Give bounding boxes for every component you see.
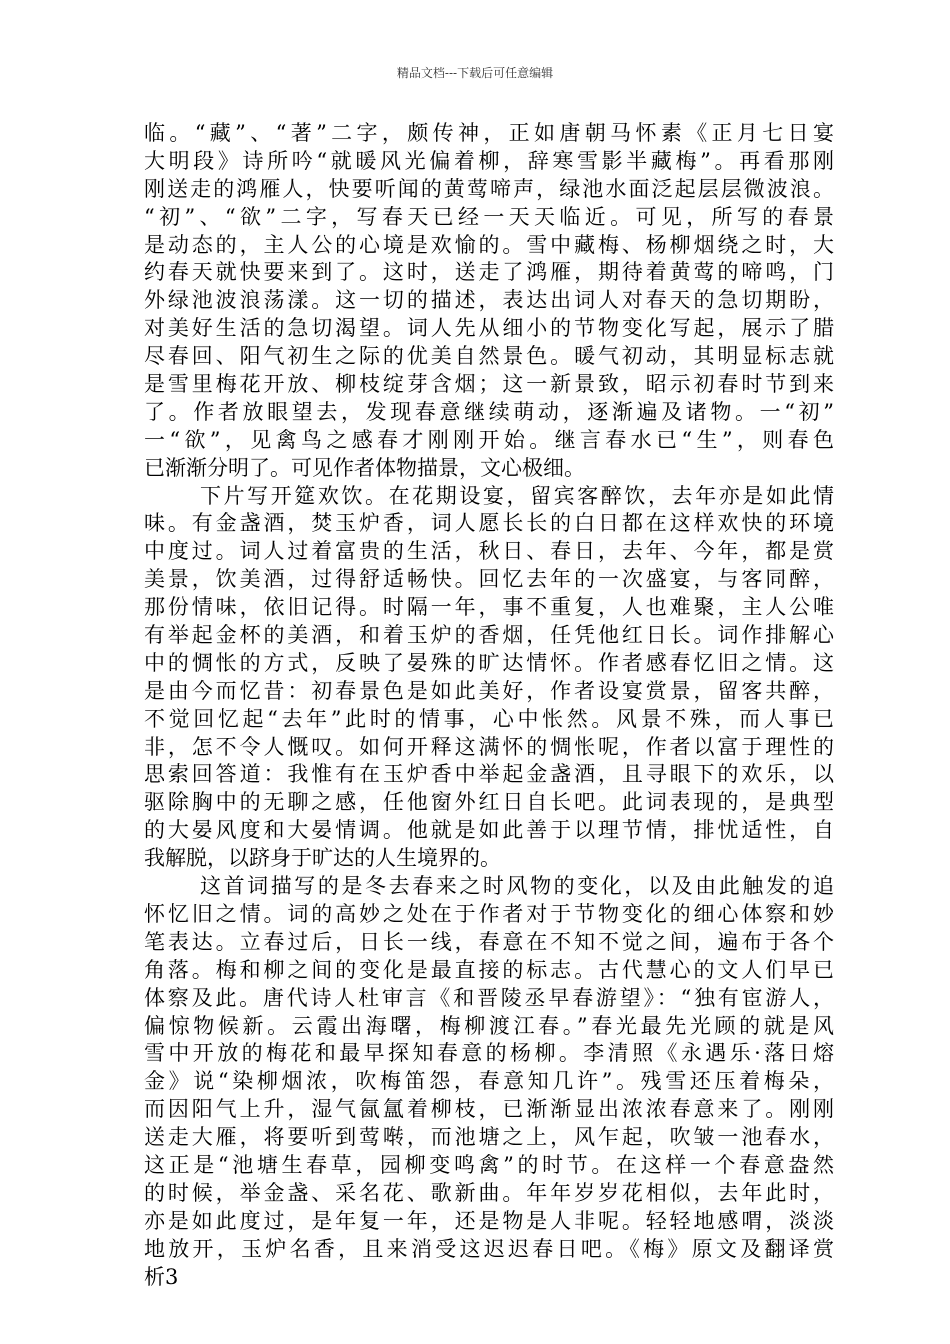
paragraph-2-line: 有举起金杯的美酒，和着玉炉的香烟，任凭他红日长。词作排解心: [144, 623, 834, 648]
paragraph-1-line: 约春天就快要来到了。这时，送走了鸿雁，期待着黄莺的啼鸣，门: [144, 260, 834, 285]
paragraph-3-line: 送走大雁，将要听到莺啭，而池塘之上，风乍起，吹皱一池春水，: [144, 1125, 834, 1150]
paragraph-3-line: 雪中开放的梅花和最早探知春意的杨柳。李清照《永遇乐·落日熔: [144, 1041, 834, 1066]
paragraph-2-line: 美景，饮美酒，过得舒适畅快。回忆去年的一次盛宴，与客同醉，: [144, 567, 834, 592]
paragraph-2-line: 思索回答道：我惟有在玉炉香中举起金盏酒，且寻眼下的欢乐，以: [144, 762, 834, 787]
page-header: 精品文档---下载后可任意编辑: [396, 66, 554, 80]
paragraph-3-line: 这正是“池塘生春草，园柳变鸣禽”的时节。在这样一个春意盎然: [144, 1152, 834, 1177]
paragraph-3-line: 而因阳气上升，湿气氤氲着柳枝，已渐渐显出浓浓春意来了。刚刚: [144, 1097, 834, 1122]
paragraph-3-line: 的时候，举金盏、采名花、歌新曲。年年岁岁花相似，去年此时，: [144, 1180, 834, 1205]
paragraph-3-line: 金》说“染柳烟浓，吹梅笛怨，春意知几许”。残雪还压着梅朵，: [144, 1069, 834, 1094]
paragraph-2-line: 中的惆怅的方式，反映了晏殊的旷达情怀。作者感春忆旧之情。这: [144, 650, 834, 675]
paragraph-1-line: 了。作者放眼望去，发现春意继续萌动，逐渐遍及诸物。一“初”: [144, 399, 834, 424]
article-body: [144, 120, 834, 1291]
paragraph-1-line: 一“欲”，见禽鸟之感春才刚刚开始。继言春水已“生”，则春色: [144, 427, 834, 452]
paragraph-2-line: 是由今而忆昔：初春景色是如此美好，作者设宴赏景，留客共醉，: [144, 678, 834, 703]
paragraph-1-line: 尽春回、阳气初生之际的优美自然景色。暖气初动，其明显标志就: [144, 344, 834, 369]
paragraph-3-line: 体察及此。唐代诗人杜审言《和晋陵丞早春游望》：“独有宦游人，: [144, 985, 834, 1010]
paragraph-3-line: 地放开，玉炉名香，且来消受这迟迟春日吧。《梅》原文及翻译赏: [144, 1236, 834, 1261]
paragraph-2-line: 味。有金盏酒，焚玉炉香，词人愿长长的白日都在这样欢快的环境: [144, 511, 834, 536]
paragraph-3-line: 角落。梅和柳之间的变化是最直接的标志。古代慧心的文人们早已: [144, 957, 834, 982]
paragraph-2-line: 那份情味，依旧记得。时隔一年，事不重复，人也难聚，主人公唯: [144, 595, 834, 620]
paragraph-1-line: 是雪里梅花开放、柳枝绽芽含烟；这一新景致，昭示初春时节到来: [144, 372, 834, 397]
paragraph-1-line: 是动态的，主人公的心境是欢愉的。雪中藏梅、杨柳烟绕之时，大: [144, 232, 834, 257]
paragraph-2-line: 中度过。词人过着富贵的生活，秋日、春日，去年、今年，都是赏: [144, 539, 834, 564]
paragraph-1-line: 外绿池波浪荡漾。这一切的描述，表达出词人对春天的急切期盼，: [144, 288, 834, 313]
paragraph-3-line: 怀忆旧之情。词的高妙之处在于作者对于节物变化的细心体察和妙: [144, 901, 834, 926]
paragraph-2-line: 的大晏风度和大晏情调。他就是如此善于以理节情，排忧适性，自: [144, 818, 834, 843]
paragraph-1-line: 大明段》诗所吟“就暖风光偏着柳，辞寒雪影半藏梅”。再看那刚: [144, 148, 834, 173]
paragraph-3-line: 析3: [144, 1264, 179, 1289]
paragraph-1-line: 刚送走的鸿雁人，快要听闻的黄莺啼声，绿池水面泛起层层微波浪。: [144, 176, 834, 201]
paragraph-2-line: 非，怎不令人慨叹。如何开释这满怀的惆怅呢，作者以富于理性的: [144, 734, 834, 759]
paragraph-1-line: 临。“藏”、“著”二字，颇传神，正如唐朝马怀素《正月七日宴: [144, 121, 834, 145]
paragraph-3-line: 亦是如此度过，是年复一年，还是物是人非呢。轻轻地感喟，淡淡: [144, 1208, 834, 1233]
paragraph-2-line: 不觉回忆起“去年”此时的情事，心中怅然。风景不殊，而人事已: [144, 706, 834, 731]
paragraph-1-line: “初”、“欲”二字，写春天已经一天天临近。可见，所写的春景: [144, 204, 834, 229]
paragraph-3-line: 这首词描写的是冬去春来之时风物的变化，以及由此触发的追: [200, 874, 834, 899]
paragraph-2-line: 我解脱，以跻身于旷达的人生境界的。: [144, 846, 501, 871]
paragraph-2-line: 下片写开筵欢饮。在花期设宴，留宾客醉饮，去年亦是如此情: [200, 483, 834, 508]
paragraph-3-line: 笔表达。立春过后，日长一线，春意在不知不觉之间，遍布于各个: [144, 929, 834, 954]
paragraph-1-line: 对美好生活的急切渴望。词人先从细小的节物变化写起，展示了腊: [144, 316, 834, 341]
paragraph-1-line: 已渐渐分明了。可见作者体物描景，文心极细。: [144, 455, 585, 480]
paragraph-2-line: 驱除胸中的无聊之感，任他窗外红日自长吧。此词表现的，是典型: [144, 790, 834, 815]
paragraph-3-line: 偏惊物候新。云霞出海曙，梅柳渡江春。”春光最先光顾的就是风: [144, 1013, 834, 1038]
